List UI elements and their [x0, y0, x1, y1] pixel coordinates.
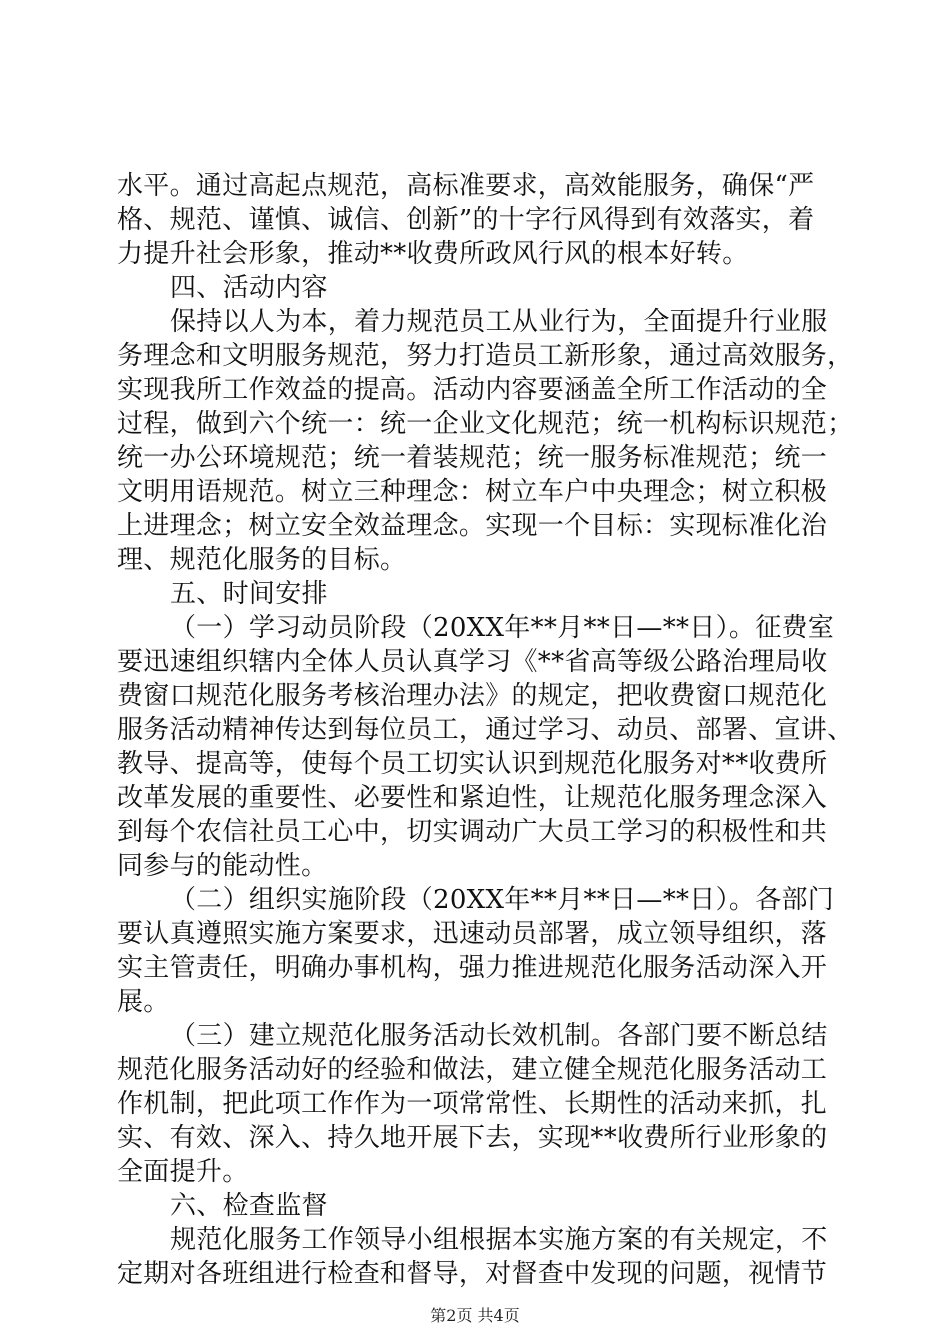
- body-text-line: 过程，做到六个统一：统一企业文化规范；统一机构标识规范；: [117, 409, 854, 439]
- body-text-line: 水平。通过高起点规范，高标准要求，高效能服务，确保“严: [117, 171, 815, 201]
- body-text-line: 定期对各班组进行检查和督导，对督查中发现的问题，视情节: [117, 1259, 828, 1289]
- body-text-line: 文明用语规范。树立三种理念：树立车户中央理念；树立积极: [117, 477, 828, 507]
- body-text-line: （三）建立规范化服务活动长效机制。各部门要不断总结: [170, 1021, 828, 1051]
- body-text-line: 全面提升。: [117, 1157, 249, 1187]
- body-text-line: 同参与的能动性。: [117, 851, 328, 881]
- page-number-footer: 第2页 共4页: [430, 1306, 520, 1325]
- body-text-line: 规范化服务工作领导小组根据本实施方案的有关规定，不: [170, 1225, 828, 1255]
- body-text-line: 保持以人为本，着力规范员工从业行为，全面提升行业服: [170, 307, 828, 337]
- body-text-line: 统一办公环境规范；统一着装规范；统一服务标准规范；统一: [117, 443, 828, 473]
- body-text-line: 力提升社会形象，推动**收费所政风行风的根本好转。: [117, 239, 749, 269]
- body-text-line: 理、规范化服务的目标。: [117, 545, 407, 575]
- section-heading-inspection: 六、检查监督: [170, 1191, 328, 1221]
- body-text-line: 改革发展的重要性、必要性和紧迫性，让规范化服务理念深入: [117, 783, 828, 813]
- body-text-line: 要迅速组织辖内全体人员认真学习《**省高等级公路治理局收: [117, 647, 828, 677]
- body-text-line: 到每个农信社员工心中，切实调动广大员工学习的积极性和共: [117, 817, 828, 847]
- body-text-line: 展。: [117, 987, 170, 1017]
- body-text-line: 实现我所工作效益的提高。活动内容要涵盖全所工作活动的全: [117, 375, 828, 405]
- body-text-line: （二）组织实施阶段（20XX年**月**日—**日）。各部门: [170, 885, 835, 915]
- body-text-line: 实、有效、深入、持久地开展下去，实现**收费所行业形象的: [117, 1123, 828, 1153]
- body-text-line: 作机制，把此项工作作为一项常常性、长期性的活动来抓，扎: [117, 1089, 828, 1119]
- body-text-line: 务理念和文明服务规范，努力打造员工新形象，通过高效服务，: [117, 341, 854, 371]
- body-text-line: 上进理念；树立安全效益理念。实现一个目标：实现标准化治: [117, 511, 828, 541]
- body-text-line: 教导、提高等，使每个员工切实认识到规范化服务对**收费所: [117, 749, 828, 779]
- body-text-line: （一）学习动员阶段（20XX年**月**日—**日）。征费室: [170, 613, 835, 643]
- body-text-line: 费窗口规范化服务考核治理办法》的规定，把收费窗口规范化: [117, 681, 828, 711]
- body-text-line: 要认真遵照实施方案要求，迅速动员部署，成立领导组织，落: [117, 919, 828, 949]
- body-text-line: 实主管责任，明确办事机构，强力推进规范化服务活动深入开: [117, 953, 828, 983]
- body-text-line: 规范化服务活动好的经验和做法，建立健全规范化服务活动工: [117, 1055, 828, 1085]
- body-text-line: 服务活动精神传达到每位员工，通过学习、动员、部署、宣讲、: [117, 715, 854, 745]
- section-heading-schedule: 五、时间安排: [170, 579, 328, 609]
- body-text-line: 格、规范、谨慎、诚信、创新”的十字行风得到有效落实，着: [117, 205, 815, 235]
- section-heading-activity-content: 四、活动内容: [170, 273, 328, 303]
